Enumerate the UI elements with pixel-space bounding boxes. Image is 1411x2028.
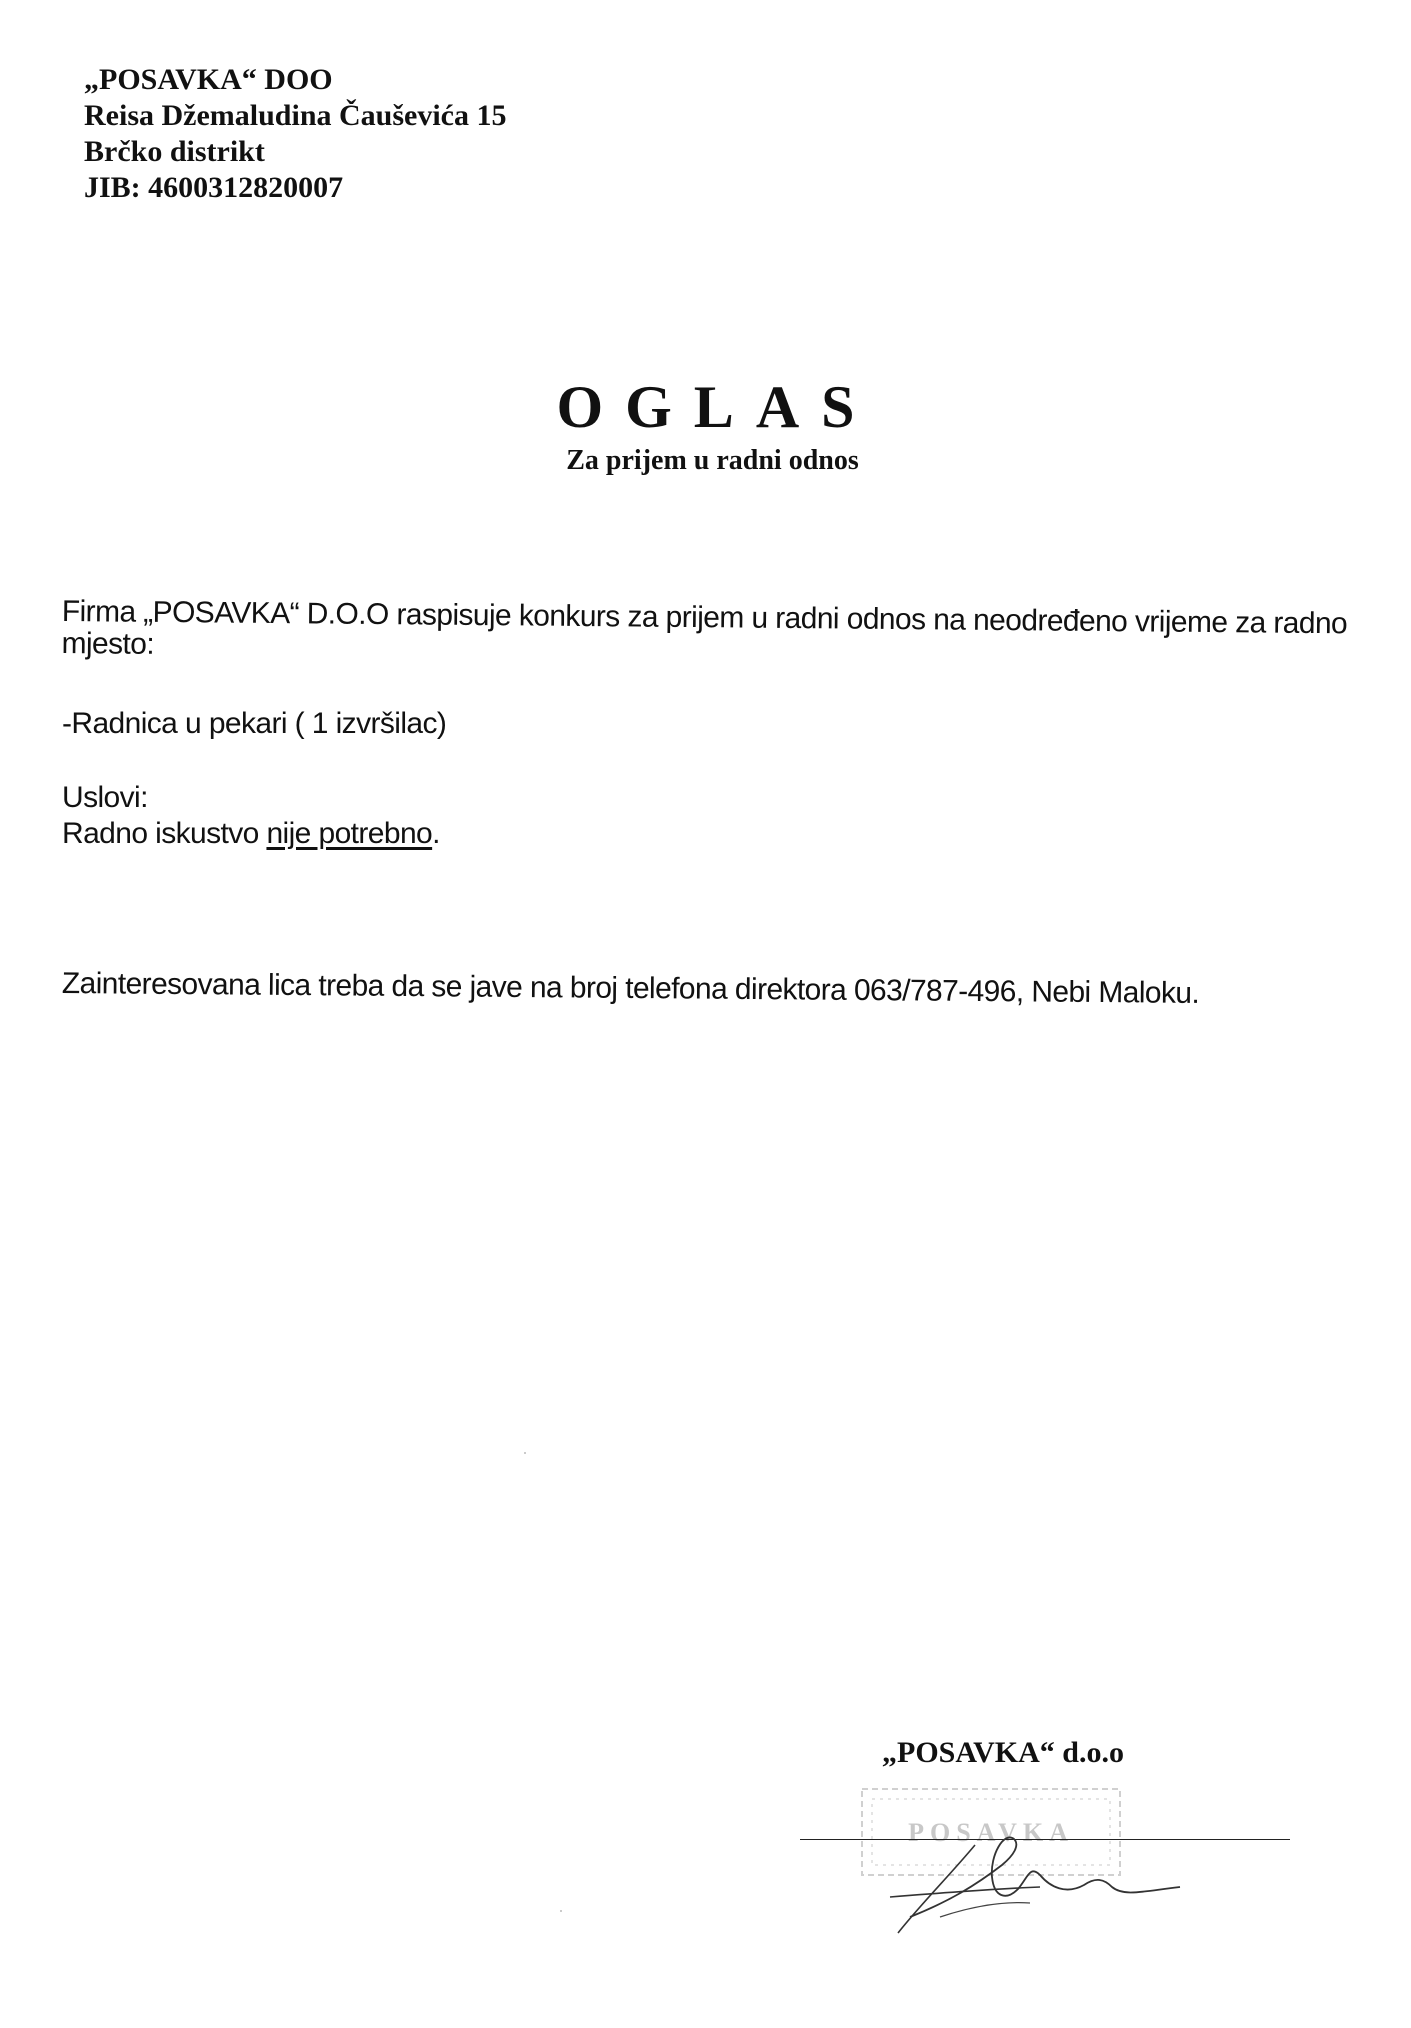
scan-speck (560, 1910, 562, 1912)
document-subtitle: Za prijem u radni odnos (566, 445, 859, 476)
job-position: -Radnica u pekari ( 1 izvršilac) (62, 707, 447, 740)
sender-block (84, 62, 507, 206)
signature-company: „POSAVKA“ d.o.o (882, 1736, 1124, 1769)
sender-jib: JIB: 4600312820007 (84, 171, 344, 204)
conditions-value (62, 818, 440, 850)
intro-paragraph: Firma „POSAVKA“ D.O.O raspisuje konkurs za prijem u radni odnos na neodređeno vrijeme za radno mjesto: (61, 595, 1348, 661)
conditions-label: Uslovi: (62, 781, 148, 814)
sender-district: Brčko distrikt (84, 135, 265, 168)
handwritten-signature (880, 1805, 1210, 1945)
conditions-emphasis: nije potrebno (266, 817, 433, 850)
sender-address: Reisa Džemaludina Čauševića 15 (84, 99, 507, 132)
scan-speck (524, 1452, 526, 1454)
signature-block (800, 1735, 1290, 1965)
conditions-suffix: . (432, 817, 440, 850)
stamp-text: POSAVKA (908, 1818, 1074, 1847)
document-title: OGLAS (556, 374, 877, 440)
conditions-prefix: Radno iskustvo (62, 817, 267, 850)
sender-company: „POSAVKA“ DOO (84, 63, 333, 96)
contact-paragraph: Zainteresovana lica treba da se jave na broj telefona direktora 063/787-496, Nebi Maloku. (61, 967, 1200, 1010)
